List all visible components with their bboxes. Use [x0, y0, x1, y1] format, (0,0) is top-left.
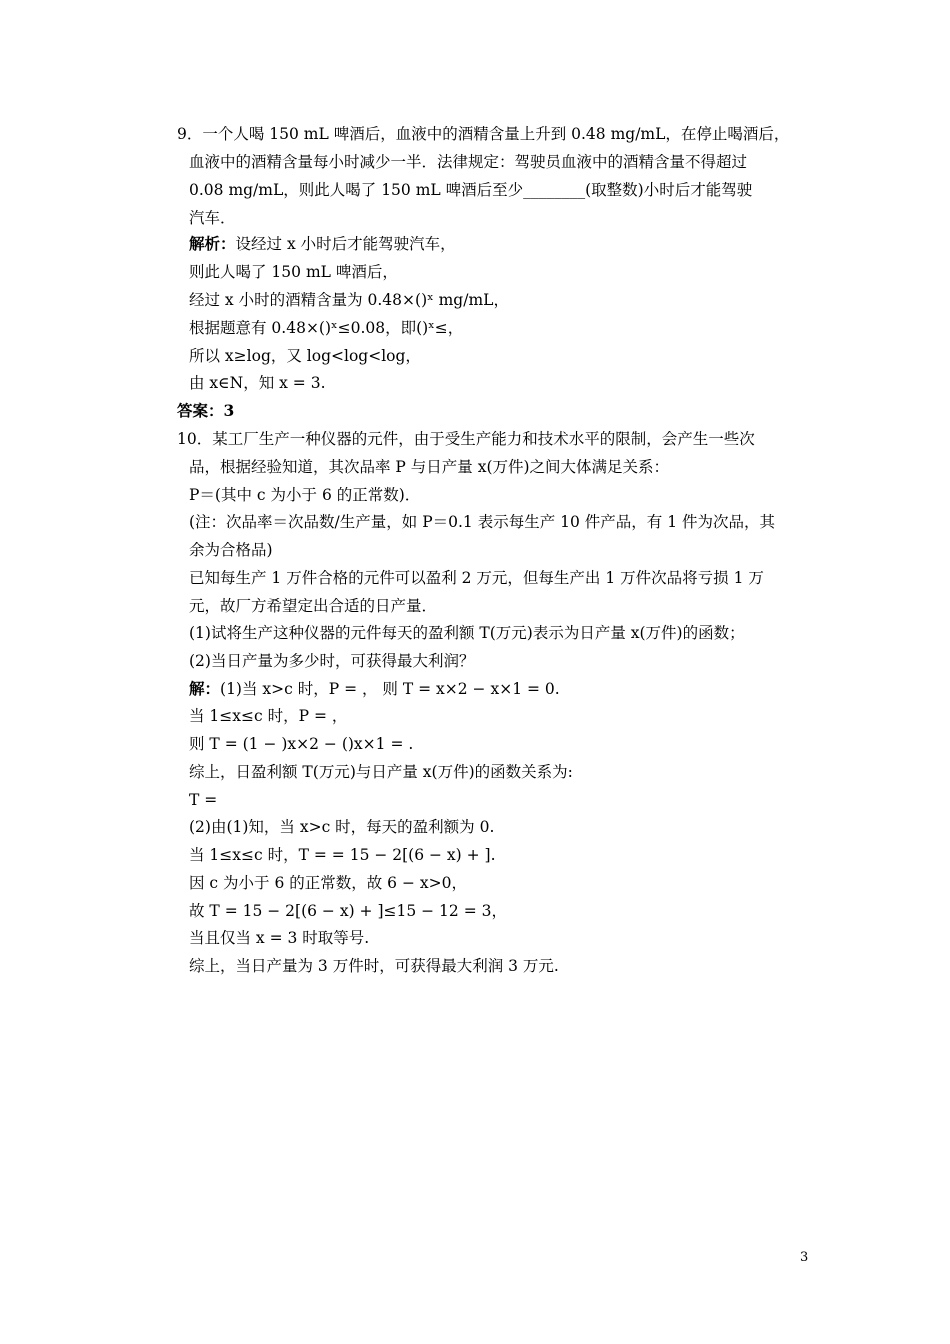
- problem-9-solution-line-5: 所以 x≥log，又 log<log<log，: [189, 347, 421, 365]
- page-number: 3: [800, 1250, 809, 1265]
- solution-text: 设经过 x 小时后才能驾驶汽车，: [235, 235, 456, 253]
- problem-10-solution-line-10: 当且仅当 x = 3 时取等号.: [189, 929, 370, 947]
- problem-10-line-6: 已知每生产 1 万件合格的元件可以盈利 2 万元，但每生产出 1 万件次品将亏损 1 万: [189, 569, 764, 587]
- problem-10-solution-line-7: 当 1≤x≤c 时，T = = 15 − 2[(6 − x) + ].: [189, 846, 496, 864]
- problem-10-solution-line-8: 因 c 为小于 6 的正常数，故 6 − x>0，: [189, 874, 467, 892]
- problem-10-line-7: 元，故厂方希望定出合适的日产量．: [189, 597, 438, 615]
- problem-9-line-1: 9．一个人喝 150 mL 啤酒后，血液中的酒精含量上升到 0.48 mg/mL，在停止喝酒后，: [177, 125, 790, 143]
- problem-9-line-2: 血液中的酒精含量每小时减少一半．法律规定：驾驶员血液中的酒精含量不得超过: [189, 153, 748, 171]
- solution-label: 解：: [189, 679, 221, 698]
- problem-10-line-9: (2)当日产量为多少时，可获得最大利润？: [189, 652, 475, 670]
- solution-text: (1)当 x>c 时，P = ， 则 T = x×2 − x×1 = 0.: [220, 680, 560, 698]
- problem-9-solution-line-6: 由 x∈N，知 x = 3.: [189, 374, 326, 392]
- problem-10-solution-line-6: (2)由(1)知，当 x>c 时，每天的盈利额为 0.: [189, 818, 495, 836]
- problem-10-line-8: (1)试将生产这种仪器的元件每天的盈利额 T(万元)表示为日产量 x(万件)的函数；: [189, 624, 745, 642]
- problem-10-line-3: P＝(其中 c 为小于 6 的正常数)．: [189, 486, 421, 504]
- problem-10-line-1: 10．某工厂生产一种仪器的元件，由于受生产能力和技术水平的限制，会产生一些次: [177, 430, 755, 448]
- problem-9-solution-line-1: [189, 234, 456, 254]
- problem-9-solution-line-2: 则此人喝了 150 mL 啤酒后，: [189, 263, 398, 281]
- problem-9-line-4: 汽车．: [189, 209, 236, 227]
- problem-10-solution-line-9: 故 T = 15 − 2[(6 − x) + ]≤15 − 12 = 3，: [189, 902, 507, 920]
- problem-9-solution-line-3: 经过 x 小时的酒精含量为 0.48×()ˣ mg/mL，: [189, 291, 509, 309]
- problem-10-line-2: 品，根据经验知道，其次品率 P 与日产量 x(万件)之间大体满足关系：: [189, 458, 670, 476]
- problem-10-solution-line-4: 综上，日盈利额 T(万元)与日产量 x(万件)的函数关系为:: [189, 763, 573, 781]
- problem-10-solution-line-1: [189, 679, 560, 699]
- problem-10-solution-line-11: 综上，当日产量为 3 万件时，可获得最大利润 3 万元.: [189, 957, 559, 975]
- problem-10-solution-line-5: T =: [189, 791, 218, 809]
- problem-10-line-5: 余为合格品): [189, 541, 273, 559]
- problem-10-solution-line-3: 则 T = (1 − )x×2 − ()x×1 = .: [189, 735, 414, 753]
- problem-10-solution-line-2: 当 1≤x≤c 时，P = ，: [189, 707, 348, 725]
- solution-label: 解析：: [189, 234, 236, 253]
- problem-10-line-4: (注：次品率＝次品数/生产量，如 P＝0.1 表示每生产 10 件产品，有 1 件为次品，其: [189, 513, 775, 531]
- problem-9-solution-line-4: 根据题意有 0.48×()ˣ≤0.08，即()ˣ≤，: [189, 319, 464, 337]
- problem-9-answer: 答案：3: [177, 401, 235, 420]
- problem-9-line-3: 0.08 mg/mL，则此人喝了 150 mL 啤酒后至少________(取整数)小时后才能驾驶: [189, 181, 753, 199]
